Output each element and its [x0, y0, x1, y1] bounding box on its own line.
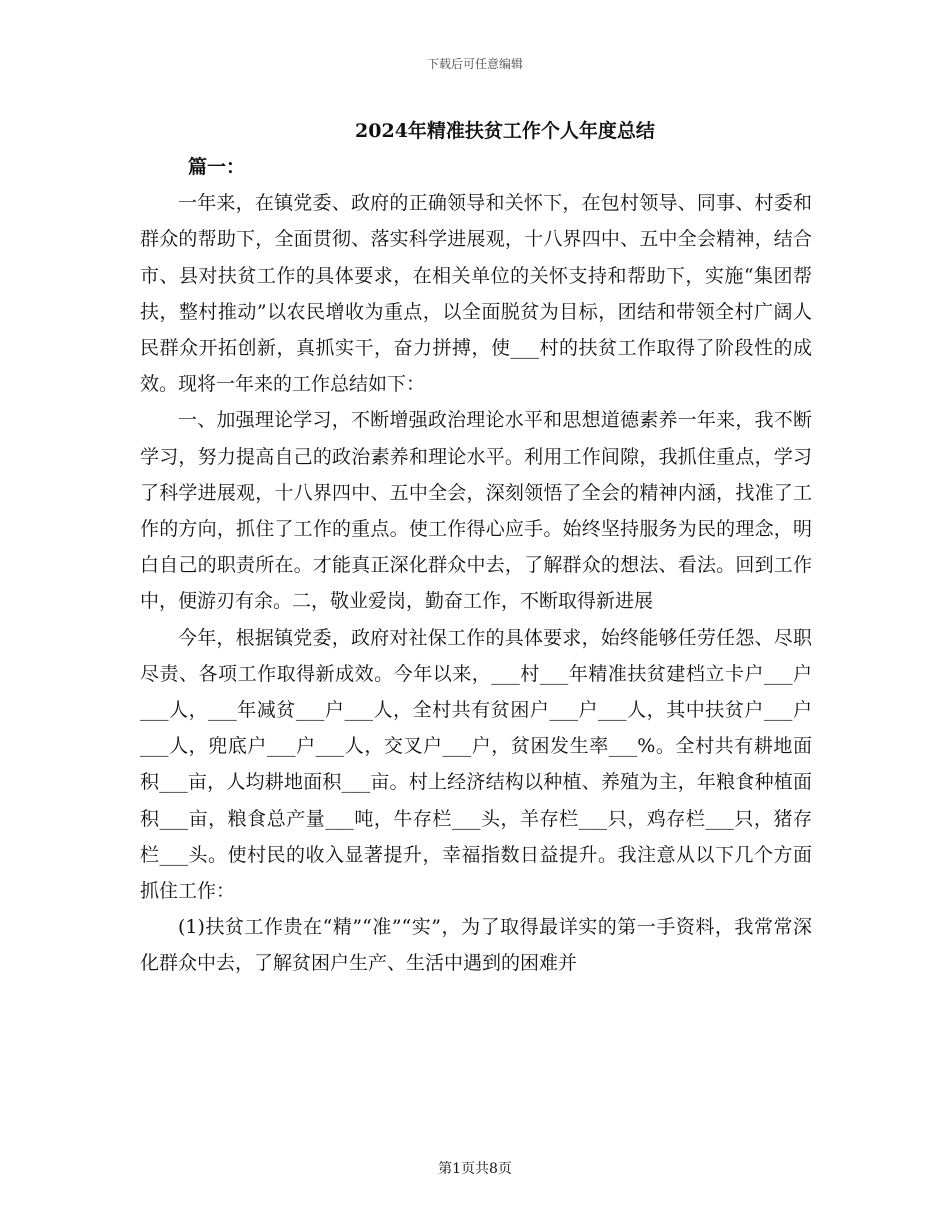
page-number-footer: 第1页共8页 — [438, 1161, 512, 1177]
document-title: 2024年精准扶贫工作个人年度总结 — [355, 120, 655, 142]
section-heading: 篇一： — [188, 156, 246, 178]
header-note: 下载后可任意编辑 — [426, 57, 523, 71]
paragraph: (1)扶贫工作贵在“精”“准”“实”，为了取得最详实的第一手资料，我常常深化群众中去，了解贫困户生产、生活中遇到的困难并 — [140, 916, 812, 975]
paragraph: 一、加强理论学习，不断增强政治理论水平和思想道德素养一年来，我不断学习，努力提高自己的政治素养和理论水平。利用工作间隙，我抓住重点，学习了科学进展观，十八界四中、五中全会，深刻领悟了全会的精神内涵，找准了工作的方向，抓住了工作的重点。使工作得心应手。始终坚持服务为民的理念，明白自己的职责所在。才能真正深化群众中去，了解群众的想法、看法。回到工作中，便游刃有余。二，敬业爱岗，勤奋工作，不断取得新进展 — [140, 409, 812, 613]
paragraph: 今年，根据镇党委，政府对社保工作的具体要求，始终能够任劳任怨、尽职尽责、各项工作取得新成效。今年以来，___村___年精准扶贫建档立卡户___户___人，___年减贫___户___人，全村共有贫困户___户___人，其中扶贫户___户___人，兜底户___户___人，交叉户___户，贫困发生率___%。全村共有耕地面积___亩，人均耕地面积___亩。村上经济结构以种植、养殖为主，年粮食种植面积___亩，粮食总产量___吨，牛存栏___头，羊存栏___只，鸡存栏___只，猪存栏___头。使村民的收入显著提升，幸福指数日益提升。我注意从以下几个方面抓住工作： — [140, 626, 812, 903]
paragraph: 一年来，在镇党委、政府的正确领导和关怀下，在包村领导、同事、村委和群众的帮助下，全面贯彻、落实科学进展观，十八界四中、五中全会精神，结合市、县对扶贫工作的具体要求，在相关单位的关怀支持和帮助下，实施“集团帮扶，整村推动”以农民增收为重点，以全面脱贫为目标，团结和带领全村广阔人民群众开拓创新，真抓实干，奋力拼搏，使___村的扶贫工作取得了阶段性的成效。现将一年来的工作总结如下： — [140, 192, 812, 396]
document-body — [140, 149, 812, 982]
